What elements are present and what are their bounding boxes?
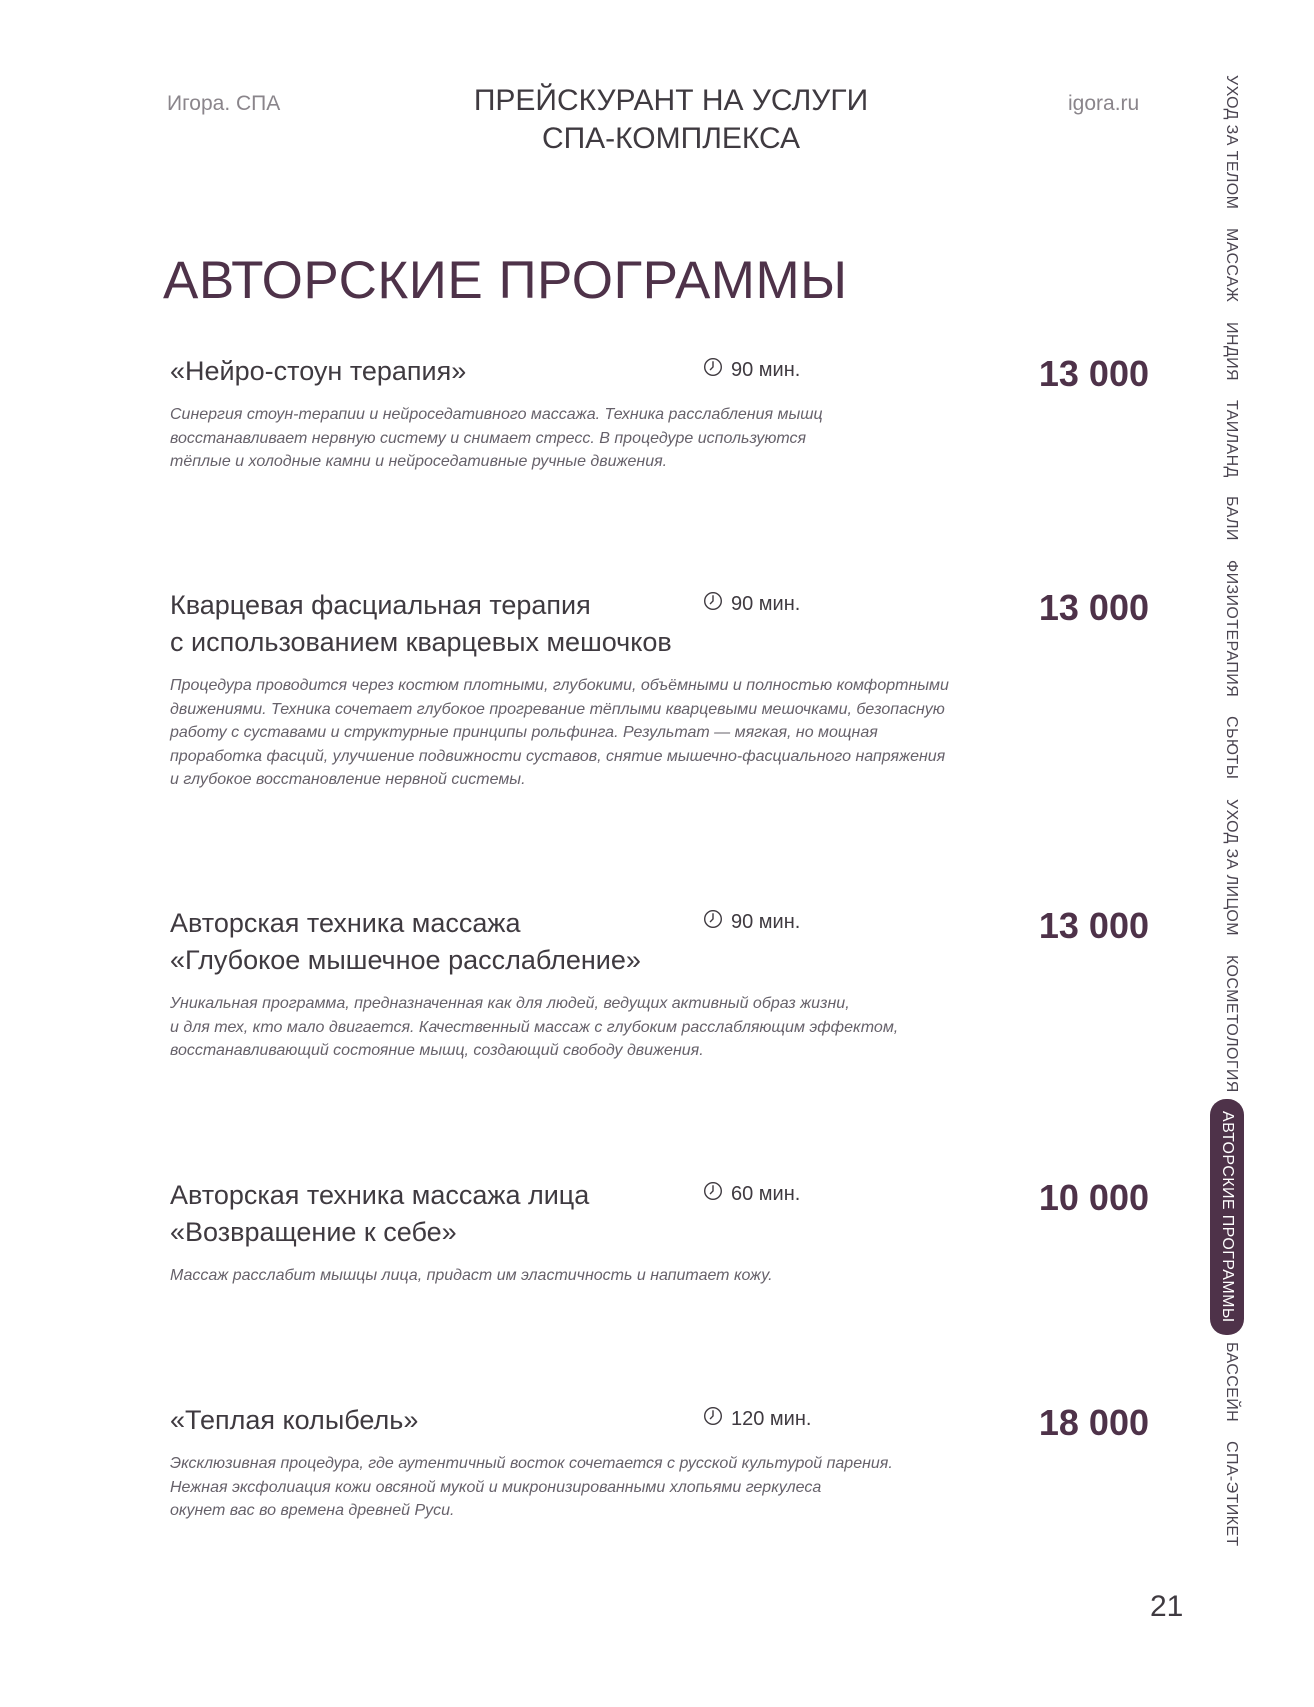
service-duration [703, 1406, 811, 1432]
service-item [170, 1402, 1150, 1523]
section-sidebar [1210, 75, 1244, 1565]
sidebar-item-thailand[interactable]: ТАИЛАНД [1223, 399, 1240, 478]
service-name-line1: Авторская техника массажа [170, 908, 521, 938]
description-line: Эксклюзивная процедура, где аутентичный восток сочетается с русской культурой парения. [170, 1455, 893, 1472]
description-line: проработка фасций, улучшение подвижности суставов, снятие мышечно-фасциального напряжения [170, 747, 946, 765]
service-duration [703, 1181, 800, 1207]
sidebar-item-face-care[interactable]: УХОД ЗА ЛИЦОМ [1223, 798, 1240, 936]
service-duration [703, 357, 800, 383]
service-price: 10 000 [1038, 1177, 1149, 1218]
service-duration-value: 90 мин. [731, 910, 801, 933]
service-price: 13 000 [1038, 587, 1149, 628]
description-line: Массаж расслабит мышцы лица, придаст им эластичность и напитает кожу. [170, 1267, 773, 1284]
service-description [170, 1264, 1000, 1288]
service-duration-value: 120 мин. [731, 1407, 812, 1430]
clock-icon [703, 591, 731, 617]
page-number: 21 [1150, 1590, 1184, 1623]
sidebar-item-massage[interactable]: МАССАЖ [1223, 228, 1240, 303]
service-description [170, 1452, 1000, 1523]
service-item [170, 905, 1150, 1063]
service-item [170, 587, 1150, 792]
service-price: 13 000 [1038, 353, 1149, 394]
service-description [170, 674, 1000, 792]
service-price: 13 000 [1038, 905, 1149, 946]
service-description [170, 992, 1000, 1063]
clock-icon [703, 1406, 731, 1432]
sidebar-item-spa-etiquette[interactable]: СПА-ЭТИКЕТ [1223, 1440, 1240, 1547]
clock-icon [703, 909, 731, 935]
clock-icon [703, 1181, 731, 1207]
service-name-line1: Кварцевая фасциальная терапия [170, 590, 591, 620]
document-title-line2: СПА-КОМПЛЕКСА [541, 122, 801, 155]
service-name [170, 587, 710, 661]
service-name-line1: «Нейро-стоун терапия» [170, 356, 467, 386]
description-line: Нежная эксфолиация кожи овсяной мукой и микронизированными хлопьями геркулеса [170, 1478, 822, 1496]
description-line: Уникальная программа, предназначенная как для людей, ведущих активный образ жизни, [170, 995, 850, 1012]
service-duration-value: 90 мин. [731, 592, 801, 615]
sidebar-item-author-programs[interactable]: АВТОРСКИЕ ПРОГРАММЫ [1210, 1099, 1244, 1334]
service-duration-value: 60 мин. [731, 1182, 801, 1205]
service-name [170, 1402, 710, 1439]
service-name-line2: с использованием кварцевых мешочков [170, 627, 672, 657]
service-name [170, 1177, 710, 1251]
description-line: тёплые и холодные камни и нейроседативные ручные движения. [170, 453, 668, 470]
description-line: восстанавливающий состояние мышц, создающий свободу движения. [170, 1042, 704, 1059]
service-price: 18 000 [1038, 1402, 1149, 1443]
clock-icon [703, 357, 731, 383]
sidebar-item-pool[interactable]: БАССЕЙН [1223, 1341, 1240, 1422]
sidebar-item-bali[interactable]: БАЛИ [1223, 496, 1240, 542]
description-line: и для тех, кто мало двигается. Качественный массаж с глубоким расслабляющим эффектом, [170, 1018, 899, 1036]
description-line: восстанавливает нервную систему и снимает стресс. В процедуре используются [170, 429, 807, 447]
sidebar-item-physiotherapy[interactable]: ФИЗИОТЕРАПИЯ [1223, 560, 1240, 698]
sidebar-item-india[interactable]: ИНДИЯ [1223, 321, 1240, 381]
service-name-line1: «Теплая колыбель» [170, 1405, 419, 1435]
service-name-line2: «Возвращение к себе» [170, 1217, 457, 1247]
service-item [170, 353, 1150, 474]
service-name-line1: Авторская техника массажа лица [170, 1180, 590, 1210]
description-line: Синергия стоун-терапии и нейроседативного массажа. Техника расслабления мышц [170, 406, 823, 423]
service-duration-value: 90 мин. [731, 358, 801, 381]
document-title-line1: ПРЕЙСКУРАНТ НА УСЛУГИ [473, 84, 869, 117]
brand-name: Игора. СПА [167, 92, 281, 115]
document-title [436, 82, 906, 158]
service-duration [703, 909, 800, 935]
service-name-line2: «Глубокое мышечное расслабление» [170, 945, 641, 975]
service-description [170, 403, 1000, 474]
section-title: АВТОРСКИЕ ПРОГРАММЫ [163, 251, 848, 310]
description-line: окунет вас во времена древней Руси. [170, 1502, 455, 1519]
website-link[interactable]: igora.ru [1068, 92, 1140, 115]
description-line: движениями. Техника сочетает глубокое прогревание тёплыми кварцевыми мешочками, безопасную [170, 700, 945, 718]
sidebar-item-cosmetology[interactable]: КОСМЕТОЛОГИЯ [1223, 954, 1240, 1093]
service-item [170, 1177, 1150, 1288]
service-duration [703, 591, 800, 617]
description-line: Процедура проводится через костюм плотными, глубокими, объёмными и полностью комфортными [170, 677, 949, 694]
description-line: работу с суставами и структурные принципы рольфинга. Результат — мягкая, но мощная [170, 724, 878, 741]
service-name [170, 905, 710, 979]
service-name [170, 353, 710, 390]
sidebar-item-body-care[interactable]: УХОД ЗА ТЕЛОМ [1223, 75, 1240, 210]
description-line: и глубокое восстановление нервной системы. [170, 771, 526, 788]
sidebar-item-suites[interactable]: СЬЮТЫ [1223, 716, 1240, 780]
